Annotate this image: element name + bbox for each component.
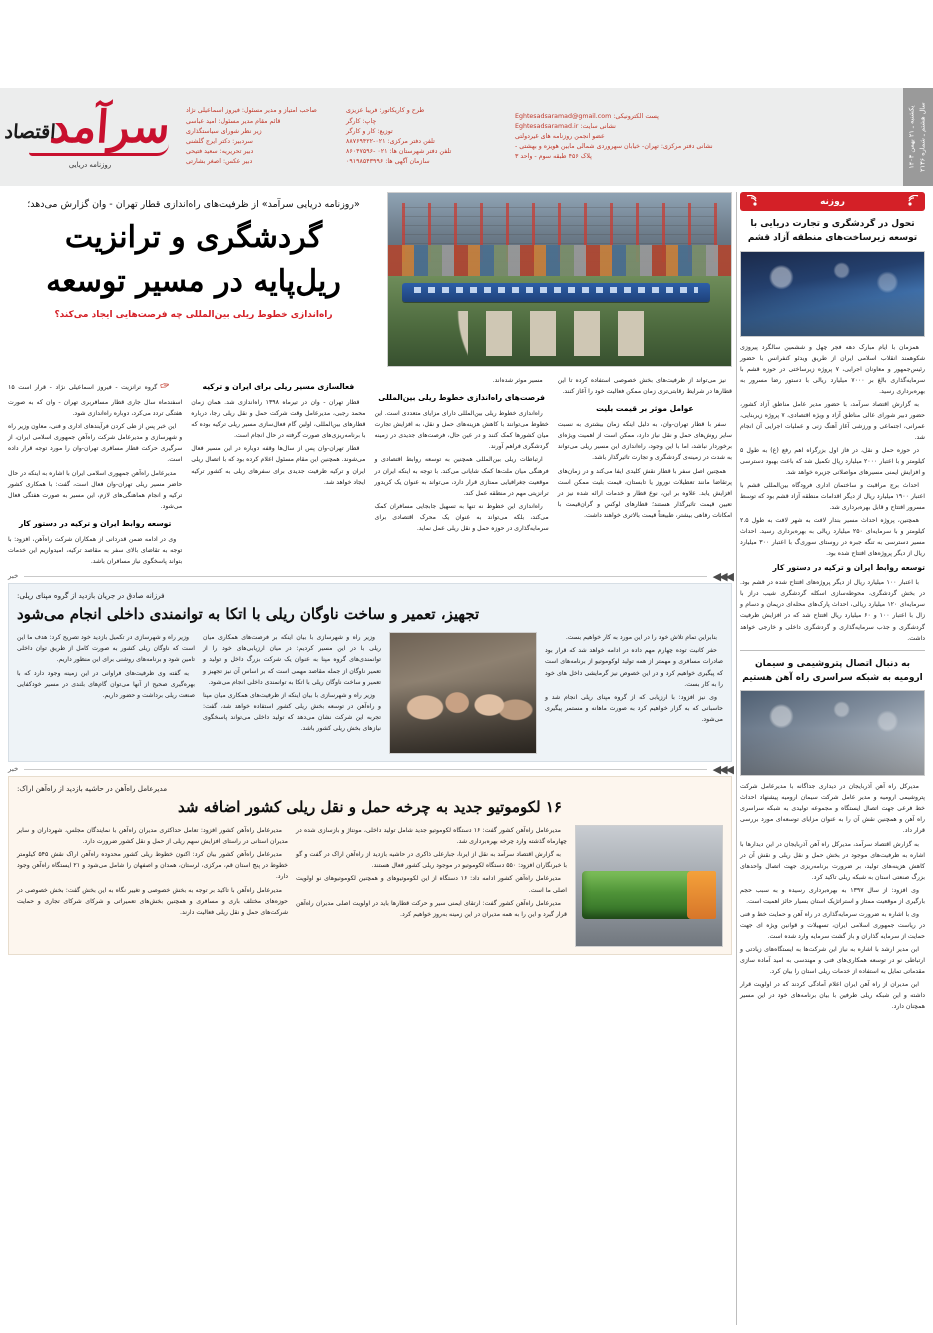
paragraph: مدیرعامل راه‌آهن کشور گفت: ارتقای ایمنی سیر و حرکت قطارها باید در اولویت اصلی مدیران راه‌آهن قرار گیرد و این را به همه مدیران در این زمینه به‌روز خواهیم کرد. <box>296 899 567 918</box>
issue-date: یکشنبه ـ ۲۱ بهمن ۱۴۰۳ <box>907 105 916 169</box>
conference-hall-photo <box>740 251 925 337</box>
issue-date-block <box>903 88 933 186</box>
contact-address-2: پلاک ۴۵۶ طبقه سوم - واحد ۳ <box>515 153 592 161</box>
paragraph: به گزارش اقتصاد سرآمد، مدیرکل راه آهن آذربایجان در این دیدارها با اشاره به ظرفیت‌های موجود در بخش حمل و نقل ریلی و نقش آن در کاهش هزینه‌های تولید، بر ضرورت برنامه‌ریزی جهت اتصال واحدهای بزرگ صنعتی استان به شبکه ریلی تاکید کرد. <box>740 840 925 881</box>
paragraph: مدیرعامل راه‌آهن کشور گفت: ۱۶ دستگاه لکوموتیو جدید شامل تولید داخلی، مونتاژ و بازسازی شده در چهارماه گذشته وارد چرخه بهره‌برداری شد. <box>296 826 567 845</box>
story-2-title[interactable]: ۱۶ لکوموتیو جدید به چرخه حمل و نقل ریلی کشور اضافه شد <box>178 798 562 817</box>
pen-nib-icon: ✑ <box>158 377 172 394</box>
logo-tagline: روزنامه دریایی <box>68 160 112 169</box>
sidebar-body-1b <box>740 577 925 643</box>
paragraph: همزمان با ایام مبارک دهه فجر چهل و ششمین سالگرد پیروزی شکوهمند انقلاب اسلامی ایران از طریق ویدئو کنفرانس با حضور رئیس‌جمهور و معاونان اجرایی، ۷ پروژه زیرساختی در حوزه قشم با سرمایه‌گذاری بالغ بر ۷۰۰۰ میلیارد ریالی با دستور رضا مسرور به بهره‌برداری رسید. <box>740 343 926 395</box>
logo-overlay-text: اقتصاد <box>3 120 56 143</box>
paragraph: مدیرعامل راه‌آهن کشور افزود: تعامل حداکثری مدیران راه‌آهن با نمایندگان مجلس، شهرداران و سایر مدیران استانی در راستای افزایش سهم ریلی از حمل و نقل کشور ضرورت دارد. <box>17 826 288 845</box>
lead-subhead: راه‌اندازی خطوط ریلی بین‌المللی چه فرصت‌هایی ایجاد می‌کند؟ <box>54 309 333 320</box>
issue-number: سال هشتم ـ شماره ۲۱۳۶ <box>919 102 927 172</box>
paragraph: ارتباطات ریلی بین‌المللی همچنین به توسعه روابط اقتصادی و فرهنگی میان ملت‌ها کمک شایانی می‌کند. با توجه به اینکه ایران در موقعیت جغرافیایی ممتازی قرار دارد، می‌تواند به عنوان یک کریدور ترانزیتی مهم در منطقه عمل کند. <box>374 456 549 497</box>
credit-line: قائم مقام مدیر مسئول: امید عباسی <box>186 117 281 125</box>
paragraph: به گفته وی ظرفیت‌های فراوانی در این زمینه وجود دارد که با بهره‌گیری صحیح از آنها می‌توان گام‌های بلندی در مسیر خودکفایی صنعت ریلی برداشت و حضور داریم. <box>17 669 195 699</box>
triangle-arrows-icon: ◀◀◀ <box>712 569 732 583</box>
section-tag: خبر <box>8 765 19 774</box>
masthead-credits <box>180 88 340 186</box>
paragraph: احداث برج مراقبت و ساختمان اداری فرودگاه بین‌المللی قشم با اعتبار ۱۹۰۰ میلیارد ریال از دیگر اقدامات منطقه آزاد قشم بود که توسط مسرور افتتاح و قابل بهره‌برداری شد. <box>740 482 925 512</box>
story-1[interactable] <box>8 583 732 762</box>
paragraph: راه‌اندازی خطوط ریلی بین‌المللی دارای مزایای متعددی است. این خطوط می‌توانند با کاهش هزینه‌های حمل و نقل، به افزایش تجارت میان کشورها کمک کنند و در عین حال، فرصت‌های جدیدی در زمینه گردشگری فراهم آورند. <box>374 409 549 451</box>
story-1-title[interactable]: تجهیز، تعمیر و ساخت ناوگان ریلی با اتکا به توانمندی داخلی انجام می‌شود <box>17 605 480 624</box>
sidebar-headline-1[interactable]: تحول در گردشگری و تجارت دریایی با توسعه زیرساخت‌های منطقه آزاد قشم <box>747 219 918 244</box>
newspaper-logo <box>0 88 180 186</box>
wifi-icon <box>744 192 758 211</box>
paragraph: این مدیر ارشد با اشاره به نیاز این شرکت‌ها به ایستگاه‌های زیادتی و ارتباطی نو در توسعه همکاری‌های فنی و مهندسی به امید آماده سازی مقدماتی تمایل به استفاده از خدمات ریلی استان را بیان کرد. <box>740 945 925 975</box>
sidebar-divider <box>740 650 925 651</box>
masthead-contact-info <box>505 88 903 186</box>
section-divider-2 <box>8 762 732 776</box>
paragraph: مدیرعامل راه‌آهن جمهوری اسلامی ایران با اشاره به اینکه در حال حاضر مسیر ریلی تهران-وان فعال است، گفت: با همکاری کشور ترکیه و انجام هماهنگی‌های لازم، این مسیر به صورت هفتگی فعال می‌شود. <box>8 469 183 510</box>
print-line: چاپ: کارگر <box>346 117 377 125</box>
paragraph: وی در ادامه ضمن قدردانی از همکاران شرکت راه‌آهن، افزود: با توجه به تقاضای بالای سفر به مقاصد ترکیه، امیدواریم این خدمات بتواند پاسخگوی نیاز مسافران باشد. <box>8 535 183 566</box>
contact-email[interactable]: پست الکترونیکی: Eghtesadsaramad@gmail.com <box>515 112 659 120</box>
lead-column-a <box>558 375 732 569</box>
paragraph: وزیر راه و شهرسازی با بیان اینکه بر فرصت‌های همکاری میان ریلی با در این مسیر کردیم: در میان ارزیابی‌های خود را از توانمندی‌های گروه مپنا به عنوان یک شرکت بزرگ داخل و تولید و تعمیر ناوگان از جمله مقاصد مهمی است که بر اساس آن نیز تجهیز و تعمیر و ساخت ناوگان ریلی با اتکا به توانمندی داخلی انجام می‌شود. <box>203 634 381 686</box>
column-divider <box>736 192 737 1325</box>
credit-line: زیر نظر شورای سیاستگذاری <box>186 127 262 135</box>
paragraph: مدیرعامل راه‌آهن با تاکید بر توجه به بخش خصوصی و تغییر نگاه به این بخش گفت: بخش خصوصی در حوزه‌های مختلف باری و مسافری و همچنین بخش‌های تعمیراتی و شرکای شرکای تجاری و حمایت شرکت‌های حمل و نقل ریلی فعالیت دارند. <box>17 886 288 916</box>
logo-main-text: سرآمد <box>47 101 172 153</box>
page-content <box>8 192 925 1325</box>
story-1-column-c <box>17 632 195 754</box>
story-2-column-a <box>296 825 567 947</box>
sidebar-subheading-1: توسعه روابط ایران و ترکیه در دستور کار <box>772 563 925 573</box>
masthead <box>0 88 933 186</box>
paragraph: بنابراین تمام تلاش خود را در این مورد به کار خواهیم بست. <box>565 634 717 642</box>
paragraph: مسیر موثر شده‌اند. <box>492 377 543 384</box>
story-2-kicker: مدیرعامل راه‌آهن در حاشیه بازدید از راه‌آهن اراک: <box>17 784 168 794</box>
paragraph: با اعتبار ۱۰۰ میلیارد ریال از دیگر پروژه‌های افتتاح شده در قشم بود. در بخش گردشگری، محوطه‌سازی اسکله گردشگری شیب دراز با سرمایه‌ای ۱۲۰ میلیارد ریالی، احداث پارک‌های محله‌ای دریمان و دسام و زال با اعتبار ۱۰۰ و ۶۰ میلیارد ریال افتتاح شد که در افزایش ظرفیت گردشگری و جذب سرمایه‌گذاری و گردشگری داخلی و خارجی خواهد داشت. <box>740 579 925 642</box>
paragraph: به گزارش اقتصاد سرآمد به نقل از ایرنا، جبارعلی ذاکری در حاشیه بازدید از راه‌آهن اراک در گفت و گو با خبرنگاران افزود: ۵۵۰ دستگاه لکوموتیو در موجود ریلی کشور فعال هستند. <box>296 851 567 870</box>
sidebar-headline-2[interactable]: به دنبال اتصال پتروشیمی و سیمان ارومیه به شبکه سراسری راه آهن هستیم <box>742 658 923 683</box>
right-sidebar <box>740 192 925 1325</box>
lead-subheading-c: فعالسازی مسیر ریلی برای ایران و ترکیه <box>202 382 355 391</box>
section-divider-1 <box>8 569 732 583</box>
sidebar-body-1 <box>740 342 925 560</box>
meeting-room-photo <box>740 690 925 776</box>
paragraph: در حوزه حمل و نقل، در فاز اول بزرگراه اهم رفع (ع) به طول ۵ کیلومتر و با اعتبار ۲۰۰۰ میلیارد ریال تکمیل شد که باعث بهبود دسترسی و افزایش ایمنی مسیرهای مواصلاتی جزیره خواهد شد. <box>740 447 925 477</box>
lead-byline: ✑گروه ترانزیت - فیروز اسماعیلی نژاد - قرار است ۱۵ اسفندماه سال جاری قطار مسافربری تهران - وان که به صورت هفتگی تردد می‌کرد، دوباره راه‌اندازی شود. <box>8 375 182 419</box>
paragraph: مدیرعامل راه‌آهن کشور بیان کرد: اکنون خطوط ریلی کشور محدوده راه‌آهن اراک نقش ۵۴۵ کیلومتر خطوط در پنج استان قم، مرکزی، لرستان، همدان و اصفهان را شامل می‌شود و ۲۱ ایستگاه راه‌آهن وجود دارد. <box>17 851 288 881</box>
lead-subheading-b: فرصت‌های راه‌اندازی خطوط ریلی بین‌المللی <box>378 393 545 403</box>
delegation-visit-photo <box>389 632 537 754</box>
story-1-kicker: فرزانه صادق در جریان بازدید از گروه مپنای ریلی: <box>17 591 165 601</box>
contact-association: عضو انجمن روزنامه های غیردولتی <box>515 132 605 140</box>
credit-line: صاحب امتیاز و مدیر مسئول: فیروز اسماعیلی نژاد <box>186 107 317 115</box>
credit-line: دبیر تحریریه: سعید فتیحی <box>186 148 254 156</box>
paragraph: وزیر راه و شهرسازی با بیان اینکه از ظرفیت‌های همکاری میان مپنا و راه‌آهن در توسعه بخش ریلی کشور استفاده خواهد شد، گفت: تجربه این شرکت نشان می‌دهد که تولید داخلی می‌تواند پاسخگوی نیازهای بخش ریلی کشور باشد. <box>203 691 381 733</box>
paragraph: مدیرعامل راه‌آهن کشور ادامه داد: ۱۶ دستگاه از این لکوموتیوهای و همچنین لکوموتیوهای نو اولویت اصلی ما است. <box>296 875 567 894</box>
lead-headline-line2[interactable]: ریل‌پایه در مسیر توسعه <box>46 264 341 300</box>
masthead-print-info <box>340 88 505 186</box>
paragraph: این مدیران از راه آهن ایران اعلام آمادگی کردند که در اولویت قرار داشته و این شبکه ریلی طرفین با بیان برنامه‌های خود در این مسیر همچنان دارد. <box>740 980 925 1010</box>
print-line: تلفن دفتر مرکزی: ۰۲۱-۸۸۷۶۹۴۲۲ <box>346 138 435 145</box>
lead-subheading-d: توسعه روابط ایران و ترکیه در دستور کار <box>18 519 172 529</box>
paragraph: همچنین، پروژه احداث مسیر بندار لافت به شهر لافت به طول ۲.۵ کیلومتر و با سرمایه‌ای ۲۵۰ میلیارد ریالی به بهره‌برداری رسید. احداث مسیر دسترسی به تنگه جبره در روستای سوری‌گ با اعتبار ۳۰۰ میلیارد ریال از دیگر پروژه‌های افتتاح شده بود. <box>740 517 926 558</box>
freight-train-bridge-photo <box>387 192 732 367</box>
logo-wordmark <box>3 101 172 153</box>
paragraph: قطار تهران-وان پس از سال‌ها وقفه دوباره در این مسیر فعال می‌شوند. همچنین این مقام مسئول اعلام کرده بود که با اتصال ریلی ایران و ترکیه ظرفیت جدیدی برای سفرهای ریلی به کشور ترکیه ایجاد خواهد شد. <box>191 445 366 486</box>
paragraph: وزیر راه و شهرسازی در تکمیل بازدید خود تصریح کرد: هدف ما این است که ناوگان ریلی کشور به صورت کامل از طریق توان داخلی تامین شود و برنامه‌های روشنی برای این منظور داریم. <box>17 634 195 664</box>
paragraph: نیز می‌تواند از ظرفیت‌های بخش خصوصی استفاده کرده تا این قطارها در شرایط رقابتی‌تری زمان ممکن فعالیت خود را آغاز کنند. <box>557 377 732 396</box>
lead-column-b <box>375 375 549 569</box>
credit-line: سردبیر: دکتر ایرج گلشنی <box>186 138 253 145</box>
contact-address-1: نشانی دفتر مرکزی: تهران- خیابان سهروردی شمالی مابین هویزه و بهشتی - <box>515 143 713 151</box>
roozaneh-banner <box>740 192 925 211</box>
story-2-column-b <box>17 825 288 947</box>
lead-column-c <box>191 375 365 569</box>
lead-columns <box>8 375 732 569</box>
print-line: تلفن دفتر شهرستان ها: ۰۲۱ -۸۶۰۴۷۵۹۶ <box>346 148 452 156</box>
roozaneh-label: روزنه <box>820 196 845 207</box>
paragraph: مدیرکل راه آهن آذربایجان در دیداری جداگانه با مدیرعامل شرکت پتروشیمی ارومیه و مدیر عامل شرکت سیمان ارومیه پیشنهاد احداث خط فرعی جهت اتصال ایستگاه و مجموعه تولیدی به شبکه سراسری راه آهن و همچنین نقش آن را به عنوان مزایای توسعه‌ای مورد بررسی قرار داد. <box>740 783 925 835</box>
print-line: سازمان آگهی ها: ۰۹۱۹۸۵۴۳۹۹۶ <box>346 158 430 166</box>
lead-column-d <box>8 375 182 569</box>
paragraph: وی نیز افزود: با ارزیابی که از گروه مپنای ریلی انجام شد و حاسبانی که به گزار خواهیم کرد به صورت ماهانه و مستمر پیگیری می‌شود. <box>545 693 723 724</box>
story-1-column-a <box>545 632 723 754</box>
section-tag: خبر <box>8 572 19 581</box>
paragraph: به گزارش اقتصاد سرآمد، با حضور مدیر عامل مناطق آزاد کشور، حضور دبیر شورای عالی مناطق آزاد و ویژه اقتصادی، ۷ پروژه زیربنایی، عمرانی، اجتماعی و ورزشی آغاز آهنگ زنی و عملیات اجرایی آن انجام شد. <box>740 400 925 442</box>
paragraph: همچنین اصل سفر با قطار نقش کلیدی ایفا می‌کند و در زمان‌های پرتقاضا مانند تعطیلات نوروز یا تابستان، قیمت بلیت ممکن است افزایش یابد. علاوه بر این، نوع قطار و خدمات ارائه شده نیز در تعیین قیمت تاثیرگذار هستند؛ قطارهای لوکس و گران‌قیمت با امکانات رفاهی بیشتر، طبیعتاً قیمت بالاتری خواهند داشت. <box>557 467 732 520</box>
paragraph: وی با اشاره به ضرورت سرمایه‌گذاری در راه آهن و حمایت خط و فنی در ریاست جمهوری اسلامی ایران، تسهیلات و قوانین ویژه ای جهت حمایت از سرمایه گذاران و باز گشت سرمایه وارد شده است. <box>740 910 925 940</box>
contact-website[interactable]: نشانی سایت: Eghtesadsaramad.ir <box>515 122 616 130</box>
green-locomotive-photo <box>575 825 723 947</box>
paragraph: قطار تهران - وان در تیرماه ۱۳۹۸ راه‌اندازی شد. همان زمان محمد رجبی، مدیرعامل وقت شرکت حمل و نقل ریلی رجا، درباره قطارهای بین‌المللی، اولین گام فعال‌سازی مسیر ریلی ترکیه بوده که با برنامه‌ریزی‌های صورت گرفته در حال انجام است. <box>191 398 366 440</box>
triangle-arrows-icon: ◀◀◀ <box>712 762 732 776</box>
lead-titles <box>8 192 379 367</box>
lead-kicker: «روزنامه دریایی سرآمد» از ظرفیت‌های راه‌اندازی قطار تهران - وان گزارش می‌دهد؛ <box>27 199 360 210</box>
lead-headline-line1[interactable]: گردشگری و ترانزیت <box>64 220 323 256</box>
print-line: طرح و کاریکاتور: فریبا عزیزی <box>346 107 425 115</box>
lead-article <box>8 192 732 955</box>
paragraph: وی افزود: از سال ۱۳۹۷ به بهره‌برداری رسیده و به سبب حجم بارگیری از موقعیت ممتاز و استراتژیک استان بسیار حائز اهمیت است. <box>740 886 925 905</box>
paragraph: راه‌اندازی این خطوط نه تنها به تسهیل جابجایی مسافران کمک می‌کند، بلکه می‌تواند به عنوان یک محرک اقتصادی برای سرمایه‌گذاری در حوزه حمل و نقل ریلی عمل نماید. <box>374 503 549 533</box>
story-2[interactable] <box>8 776 732 955</box>
print-line: توزیع: کار و کارگر <box>346 127 393 135</box>
paragraph: این خبر پس از طی کردن فرآیندهای اداری و فنی، معاون وزیر راه و شهرسازی و مدیرعامل شرکت راه‌آهن جمهوری اسلامی ایران، از سرگیری حرکت قطار مسافری تهران-وان را مورد توجه قرار داده است. <box>8 422 183 464</box>
paragraph: سفر با قطار تهران-وان، به دلیل اینکه زمان بیشتری به نسبت سایر روش‌های حمل و نقل نیاز دارد، ممکن است از اهمیت ویژه‌ای برخوردار نباشد، اما با این وجود، راه‌اندازی این مسیر ریلی می‌تواند به شدت در زمینه‌ی گردشگری و تجارت تاثیرگذار باشد. <box>557 420 732 462</box>
lead-subheading-a: عوامل موثر بر قیمت بلیت <box>596 404 694 414</box>
sidebar-body-2 <box>740 781 925 1012</box>
story-1-column-b <box>203 632 381 754</box>
credit-line: دبیر عکس: اصغر بشارتی <box>186 158 253 166</box>
wifi-icon <box>907 192 921 211</box>
paragraph: حفر کانیت توده چهارم مهم داده در ادامه خواهد شد که قرار بود صادرات مسافری و مهمتر از همه تولید لوکوموتیو از برنامه‌های است که پیگیری خواهیم کرد و در این خصوص نیز گرمایشی داخل های خود را به کار بست. <box>545 647 723 688</box>
